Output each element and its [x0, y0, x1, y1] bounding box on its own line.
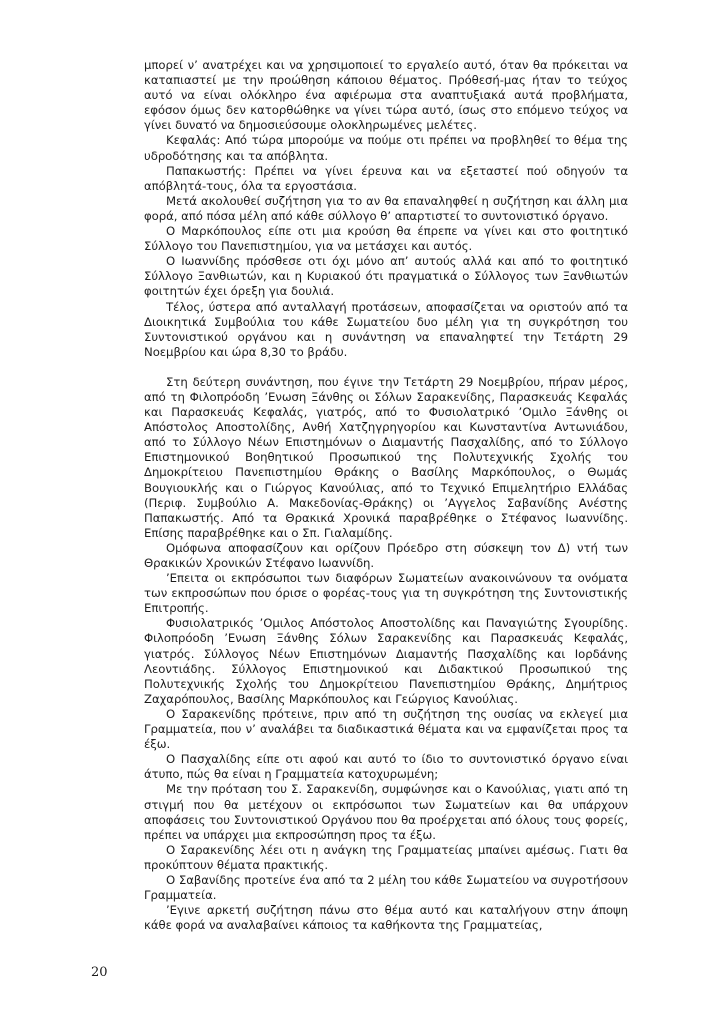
paragraph-paschalidis: Ο Πασχαλίδης είπε οτι αφού και αυτό το ίδιο το συντονιστικό όργανο είναι άτυπο, πώς θα είναι η Γραμματεία κατοχυρωμένη;: [144, 752, 628, 782]
paragraph-member-list: Φυσιολατρικός ’Ομιλος Απόστολος Αποστολίδης και Παναγιώτης Σγουρίδης. Φιλοπρόοδη ’Ενωση Ξάνθης Σόλων Σαρακενίδης και Παρασκευάς Κεφαλάς, γιατρός. Σύλλογος Νέων Επιστημόνων Διαμαντής Πασχαλίδης και Ιορδάνης Λεοντιάδης. Σύλλογος Επιστημονικού και Διδακτικού Προσωπικού της Πολυτεχνικής Σχολής του Δημοκρίτειου Πανεπιστημίου Θράκης, Δημήτριος Ζαχαρόπουλος, Βασίλης Μαρκόπουλος και Γεώργιος Κανούλιας.: [144, 616, 628, 706]
page-number: 20: [91, 965, 108, 980]
paragraph-kefalas: Κεφαλάς: Από τώρα μπορούμε να πούμε οτι πρέπει να προβληθεί το θέμα της υδροδότησης και τα απόβλητα.: [144, 133, 628, 163]
paragraph-discussion: Μετά ακολουθεί συζήτηση για το αν θα επαναληφθεί η συζήτηση και άλλη μια φορά, από πόσα μέλη από κάθε σύλλογο θ’ απαρτιστεί το συντονιστικό όργανο.: [144, 193, 628, 223]
document-body: [144, 58, 628, 933]
paragraph-decision: Τέλος, ύστερα από ανταλλαγή προτάσεων, αποφασίζεται να οριστούν από τα Διοικητικά Συμβούλια του κάθε Σωματείου δυο μέλη για τη συγκρότηση του Συντονιστικού οργάνου και η συνάντηση να επαναληφτεί την Τετάρτη 29 Νοεμβρίου και ώρα 8,30 το βράδυ.: [144, 299, 628, 359]
paragraph-representatives: ’Επειτα οι εκπρόσωποι των διαφόρων Σωματείων ανακοινώνουν τα ονόματα των εκπροσώπων που όρισε ο φορέας-τους για τη συγκρότηση της Συντονιστικής Επιτροπής.: [144, 571, 628, 616]
paragraph-savanidis: Ο Σαβανίδης προτείνε ένα από τα 2 μέλη του κάθε Σωματείου να συγροτήσουν Γραμματεία.: [144, 872, 628, 903]
paragraph-conclusion: ’Εγινε αρκετή συζήτηση πάνω στο θέμα αυτό και καταλήγουν στην άποψη κάθε φορά να αναλαβαίνει κάποιος τα καθήκοντα της Γραμματείας,: [144, 903, 628, 933]
paragraph-second-meeting: Στη δεύτερη συνάντηση, που έγινε την Τετάρτη 29 Νοεμβρίου, πήραν μέρος, από τη Φιλοπρόοδη ’Ενωση Ξάνθης οι Σόλων Σαρακενίδης, Παρασκευάς Κεφαλάς και Παρασκευάς Κεφαλάς, γιατρός, από το Φυσιολατρικό ’Ομιλο Ξάνθης οι Απόστολος Αποστολίδης, Ανθή Χατζηγρηγορίου και Κωνσταντίνα Αντωνιάδου, από το Σύλλογο Νέων Επιστημόνων ο Διαμαντής Πασχαλίδης, από το Σύλλογο Επιστημονικού Βοηθητικού Προσωπικού της Πολυτεχνικής Σχολής του Δημοκρίτειου Πανεπιστημίου Θράκης ο Βασίλης Μαρκόπουλος, ο Θωμάς Βουγιουκλής και ο Γιώργος Κανούλιας, από το Τεχνικό Επιμελητήριο Ελλάδας (Περιφ. Συμβούλιο Α. Μακεδονίας-Θράκης) οι ’Αγγελος Σαβανίδης Ανέστης Παπακωστής. Από τα Θρακικά Χρονικά παραβρέθηκε ο Στέφανος Ιωαννίδης. Επίσης παραβρέθηκε και ο Σπ. Γιαλαμίδης.: [144, 374, 628, 540]
paragraph-sarakenidis-proposal: Ο Σαρακενίδης πρότεινε, πριν από τη συζήτηση της ουσίας να εκλεγεί μια Γραμματεία, που ν’ αναλάβει τα διαδικαστικά θέματα και να εμφανίζεται προς τα έξω.: [144, 706, 628, 752]
paragraph-ioannidis: Ο Ιωαννίδης πρόσθεσε οτι όχι μόνο απ’ αυτούς αλλά και από το φοιτητικό Σύλλογο Ξανθιωτών, και η Κυριακού ότι πραγματικά ο Σύλλογος των Ξανθιωτών φοιτητών έχει όρεξη για δουλιά.: [144, 254, 628, 299]
paragraph-papakostis: Παπακωστής: Πρέπει να γίνει έρευνα και να εξεταστεί πού οδηγούν τα απόβλητά-τους, όλα τα εργοστάσια.: [144, 163, 628, 193]
paragraph-markopoulos: Ο Μαρκόπουλος είπε οτι μια κρούση θα έπρεπε να γίνει και στο φοιτητικό Σύλλογο του Πανεπιστημίου, για να μετάσχει και αυτός.: [144, 224, 628, 254]
paragraph-kanoulias: Με την πρόταση του Σ. Σαρακενίδη, συμφώνησε και ο Κανούλιας, γιατι από τη στιγμή που θα μετέχουν οι εκπρόσωποι των Σωματείων και θα υπάρχουν αποφάσεις του Συντονιστικού Οργάνου που θα προέρχεται από όλους τους φορείς, πρέπει να υπάρχει μια εκπροσώπηση προς τα έξω.: [144, 782, 628, 842]
paragraph-continuation: μπορεί ν’ ανατρέχει και να χρησιμοποιεί το εργαλείο αυτό, όταν θα πρόκειται να καταπιαστεί με την προώθηση κάποιου θέματος. Πρόθεσή-μας ήταν το τεύχος αυτό να είναι ολόκληρο ένα αφιέρωμα στα αναπτυξιακά αυτά προβλήματα, εφόσον όμως δεν κατορθώθηκε να γίνει τώρα αυτό, ίσως στο επόμενο τεύχος να γίνει δυνατό να δημοσιεύσουμε ολοκληρωμένες μελέτες.: [144, 58, 628, 133]
paragraph-sarakenidis-need: Ο Σαρακενίδης λέει οτι η ανάγκη της Γραμματείας μπαίνει αμέσως. Γιατι θα προκύπτουν θέματα πρακτικής.: [144, 842, 628, 872]
paragraph-chair: Ομόφωνα αποφασίζουν και ορίζουν Πρόεδρο στη σύσκεψη τον Δ) ντή των Θρακικών Χρονικών Στέφανο Ιωαννίδη.: [144, 540, 628, 570]
